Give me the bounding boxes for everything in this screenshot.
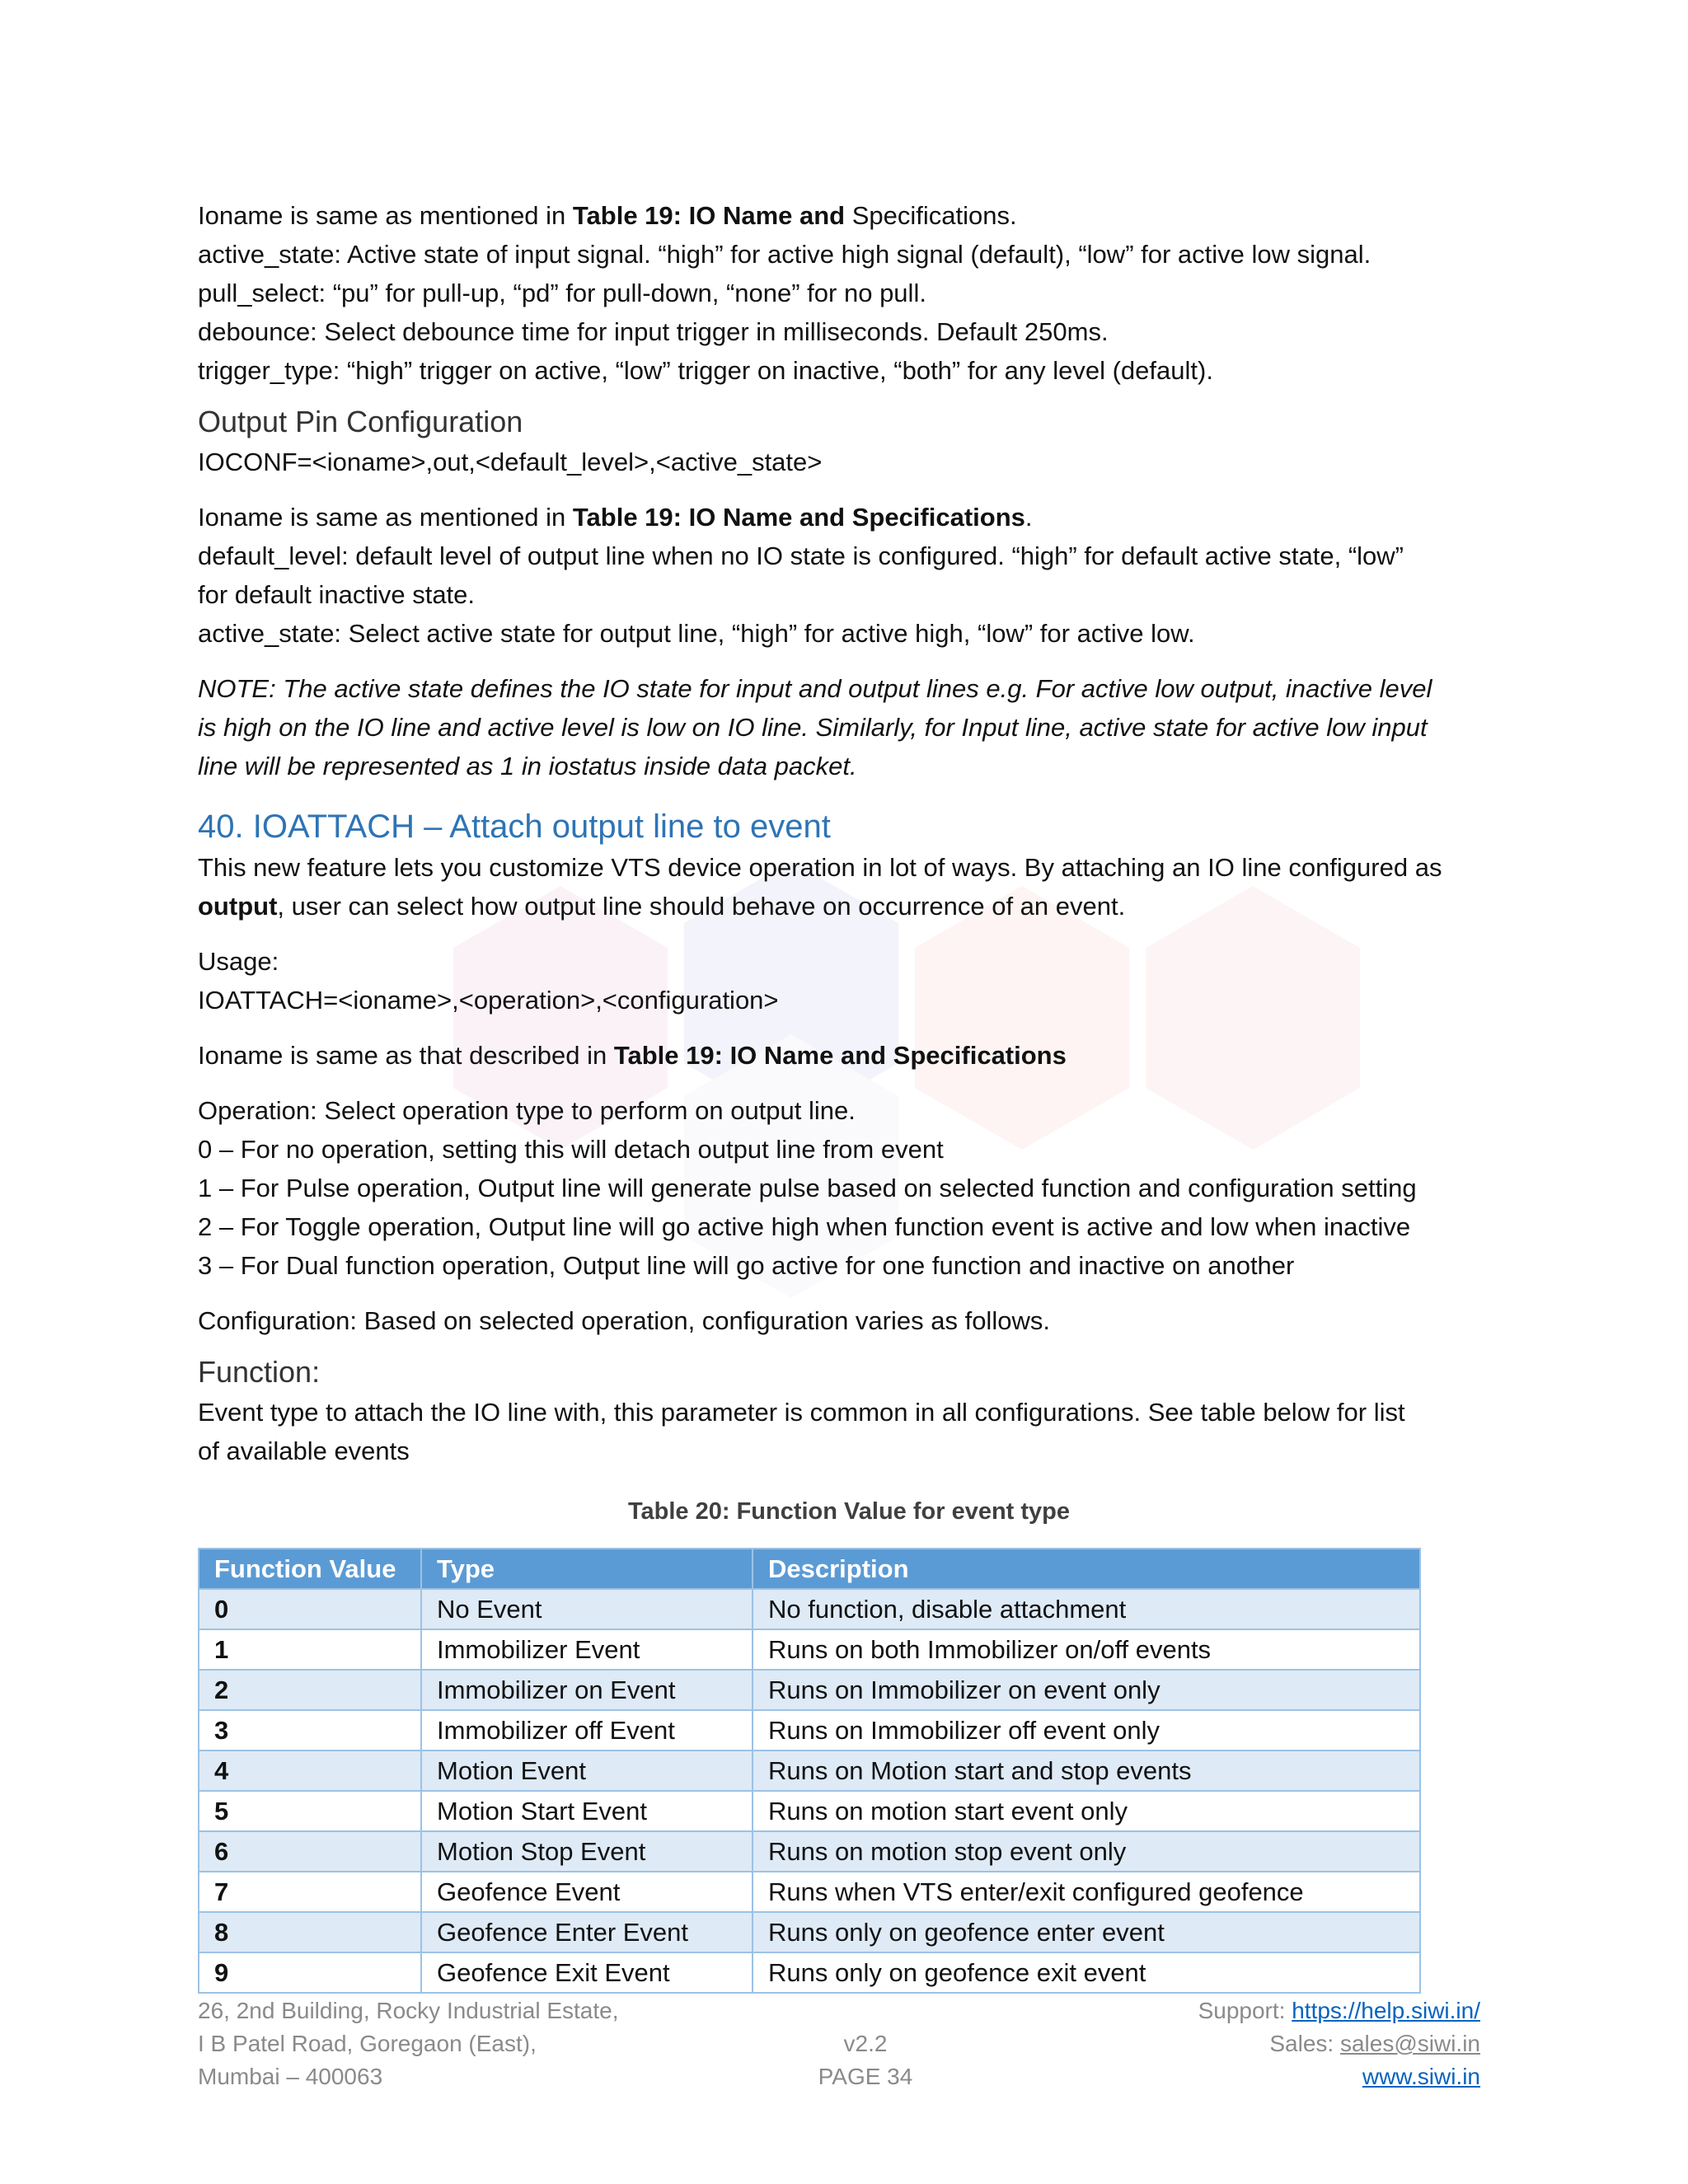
table-row: 9 Geofence Exit Event Runs only on geofence exit event xyxy=(199,1952,1420,1993)
ioconf-syntax: IOCONF=<ioname>,out,<default_level>,<active_state> xyxy=(198,448,823,476)
configuration-desc: Configuration: Based on selected operation, configuration varies as follows. xyxy=(198,1306,1050,1335)
support-link[interactable]: https://help.siwi.in/ xyxy=(1292,1998,1480,2023)
sales-email-link[interactable]: sales@siwi.in xyxy=(1339,2031,1480,2056)
table-row: 6 Motion Stop Event Runs on motion stop event only xyxy=(199,1831,1420,1872)
version-label: v2.2 xyxy=(843,2031,888,2056)
header-description: Description xyxy=(753,1549,1420,1589)
table-row: 8 Geofence Enter Event Runs only on geofence enter event xyxy=(199,1912,1420,1952)
debounce-desc: debounce: Select debounce time for input trigger in milliseconds. Default 250ms. xyxy=(198,317,1109,346)
page-content xyxy=(198,196,1500,1994)
function-desc-2: of available events xyxy=(198,1436,410,1465)
operation-desc: Operation: Select operation type to perform on output line. xyxy=(198,1096,856,1125)
pull-select-desc: pull_select: “pu” for pull-up, “pd” for pull-down, “none” for no pull. xyxy=(198,279,926,307)
table-header-row xyxy=(199,1549,1420,1589)
ioattach-heading: 40. IOATTACH – Attach output line to event xyxy=(198,808,831,845)
table-row: 2 Immobilizer on Event Runs on Immobilizer on event only xyxy=(199,1670,1420,1710)
operation-0: 0 – For no operation, setting this will detach output line from event xyxy=(198,1135,944,1164)
table-caption: Table 20: Function Value for event type xyxy=(627,1498,1071,1525)
trigger-type-desc: trigger_type: “high” trigger on active, “low” trigger on inactive, “both” for any level (default). xyxy=(198,356,1213,385)
ioattach-intro-1: This new feature lets you customize VTS device operation in lot of ways. By attaching an IO line configured as xyxy=(198,853,1442,882)
operation-3: 3 – For Dual function operation, Output line will go active for one function and inactive on another xyxy=(198,1251,1295,1280)
ioattach-ioname-line: Ioname is same as that described in Table 19: IO Name and Specifications xyxy=(198,1041,1067,1070)
function-heading: Function: xyxy=(198,1355,321,1389)
function-value-table xyxy=(198,1548,1421,1994)
footer-address: 26, 2nd Building, Rocky Industrial Estate, I B Patel Road, Goregaon (East), Mumbai – 400063 xyxy=(198,1998,619,2089)
header-type: Type xyxy=(421,1549,753,1589)
usage-label: Usage: xyxy=(198,947,279,976)
table-row: 4 Motion Event Runs on Motion start and stop events xyxy=(199,1750,1420,1791)
output-pin-heading: Output Pin Configuration xyxy=(198,405,523,438)
table-row: 3 Immobilizer off Event Runs on Immobilizer off event only xyxy=(199,1710,1420,1750)
output-active-state-desc: active_state: Select active state for output line, “high” for active high, “low” for active low. xyxy=(198,619,1195,648)
operation-2: 2 – For Toggle operation, Output line will go active high when function event is active and low when inactive xyxy=(198,1212,1411,1241)
function-desc-1: Event type to attach the IO line with, this parameter is common in all configurations. See table below for list xyxy=(198,1398,1405,1427)
table-row: 7 Geofence Event Runs when VTS enter/exit configured geofence xyxy=(199,1872,1420,1912)
output-ioname-line: Ioname is same as mentioned in Table 19: IO Name and Specifications. xyxy=(198,503,1033,532)
active-state-desc: active_state: Active state of input signal. “high” for active high signal (default), “low” for active low signal. xyxy=(198,240,1372,269)
page-number: PAGE 34 xyxy=(818,2064,913,2089)
footer-version-page xyxy=(742,1994,989,2093)
header-function-value: Function Value xyxy=(199,1549,421,1589)
ioattach-intro-2: output, user can select how output line should behave on occurrence of an event. xyxy=(198,892,1126,921)
default-level-desc-1: default_level: default level of output line when no IO state is configured. “high” for default active state, “low” xyxy=(198,541,1404,570)
operation-1: 1 – For Pulse operation, Output line will generate pulse based on selected function and configuration setting xyxy=(198,1174,1417,1202)
ioname-reference-line: Ioname is same as mentioned in Table 19: IO Name and Specifications. xyxy=(198,201,1017,230)
table-19-link-text: Table 19: IO Name and xyxy=(572,201,846,230)
table-row: 5 Motion Start Event Runs on motion start event only xyxy=(199,1791,1420,1831)
table-row: 0 No Event No function, disable attachment xyxy=(199,1589,1420,1629)
default-level-desc-2: for default inactive state. xyxy=(198,580,476,609)
ioattach-syntax: IOATTACH=<ioname>,<operation>,<configuration> xyxy=(198,986,779,1015)
website-link[interactable]: www.siwi.in xyxy=(1362,2064,1480,2089)
footer-contacts: Support: https://help.siwi.in/ Sales: sales@siwi.in www.siwi.in xyxy=(1198,1998,1480,2089)
table-row: 1 Immobilizer Event Runs on both Immobilizer on/off events xyxy=(199,1629,1420,1670)
active-state-note: NOTE: The active state defines the IO state for input and output lines e.g. For active low output, inactive level is high on the IO line and active level is low on IO line. Similarly, for Input line, active state for active low input line will be represented as 1 in iostatus inside data packet. xyxy=(198,674,1432,780)
